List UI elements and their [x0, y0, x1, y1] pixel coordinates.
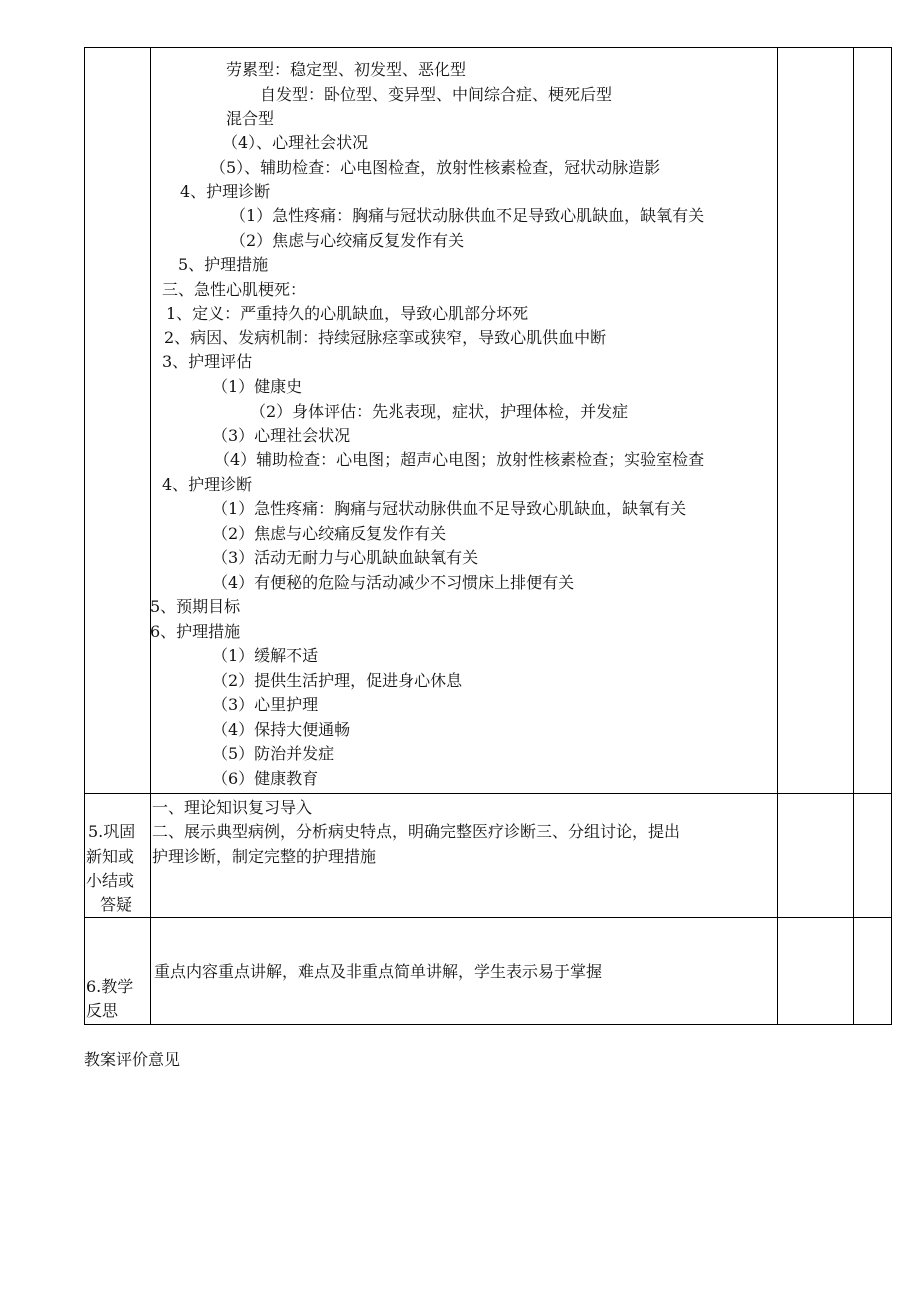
- table-left-border: [84, 47, 85, 1025]
- content-line: （3）活动无耐力与心肌缺血缺氧有关: [212, 548, 479, 567]
- content-line: （2）身体评估：先兆表现，症状，护理体检，并发症: [250, 402, 629, 421]
- footer-label: 教案评价意见: [84, 1050, 181, 1069]
- content-line: （1）急性疼痛：胸痛与冠状动脉供血不足导致心肌缺血，缺氧有关: [212, 499, 687, 518]
- table-right-border: [891, 47, 892, 1025]
- content-line: 4、护理诊断: [162, 475, 253, 494]
- content-line: 3、护理评估: [162, 352, 253, 371]
- content-line: （5）、辅助检查：心电图检查，放射性核素检查，冠状动脉造影: [210, 158, 661, 177]
- label-line: 小结或: [86, 871, 135, 890]
- label-line: 6.教学: [86, 977, 134, 996]
- content-line: 1、定义：严重持久的心肌缺血，导致心肌部分坏死: [166, 304, 529, 323]
- row3-content: 重点内容重点讲解，难点及非重点简单讲解，学生表示易于掌握: [154, 962, 603, 981]
- table-bottom-border: [84, 1024, 892, 1025]
- content-line: 一、理论知识复习导入: [152, 798, 313, 817]
- content-line: （1）健康史: [212, 377, 303, 396]
- content-line: 5、预期目标: [150, 597, 241, 616]
- content-line: 二、展示典型病例，分析病史特点，明确完整医疗诊断三、分组讨论，提出: [152, 822, 681, 841]
- content-line: （4）有便秘的危险与活动减少不习惯床上排便有关: [212, 573, 575, 592]
- row-divider-2: [84, 917, 892, 918]
- content-line: 自发型：卧位型、变异型、中间综合症、梗死后型: [260, 85, 613, 104]
- content-line: 劳累型：稳定型、初发型、恶化型: [226, 60, 467, 79]
- label-column-divider: [150, 47, 151, 1025]
- content-line: （2）提供生活护理，促进身心休息: [212, 671, 463, 690]
- label-line: 答疑: [100, 895, 133, 914]
- content-column-divider: [777, 47, 778, 1025]
- content-line: 三、急性心肌梗死：: [162, 280, 307, 299]
- content-line: （3）心理社会状况: [212, 426, 351, 445]
- label-line: 5.巩固: [88, 822, 136, 841]
- content-line: （6）健康教育: [212, 769, 319, 788]
- content-line: 2、病因、发病机制：持续冠脉痉挛或狭窄，导致心肌供血中断: [164, 328, 607, 347]
- content-line: 混合型: [226, 109, 275, 128]
- row-divider-1: [84, 793, 892, 794]
- content-line: （3）心里护理: [212, 695, 319, 714]
- content-line: （4）辅助检查：心电图；超声心电图；放射性核素检查；实验室检查: [214, 450, 705, 469]
- content-line: （1）缓解不适: [212, 646, 319, 665]
- label-line: 反思: [86, 1001, 119, 1020]
- content-line: 4、护理诊断: [180, 182, 271, 201]
- content-line: （2）焦虑与心绞痛反复发作有关: [230, 231, 465, 250]
- content-line: （1）急性疼痛：胸痛与冠状动脉供血不足导致心肌缺血，缺氧有关: [230, 206, 705, 225]
- table-top-border: [84, 47, 892, 48]
- label-line: 新知或: [86, 847, 135, 866]
- content-line: （4）、心理社会状况: [222, 133, 369, 152]
- content-line: （5）防治并发症: [212, 744, 335, 763]
- extra-column-divider: [853, 47, 854, 1025]
- content-line: 护理诊断，制定完整的护理措施: [152, 847, 377, 866]
- content-line: 5、护理措施: [178, 255, 269, 274]
- content-line: （4）保持大便通畅: [212, 720, 351, 739]
- content-line: （2）焦虑与心绞痛反复发作有关: [212, 524, 447, 543]
- content-line: 6、护理措施: [150, 622, 241, 641]
